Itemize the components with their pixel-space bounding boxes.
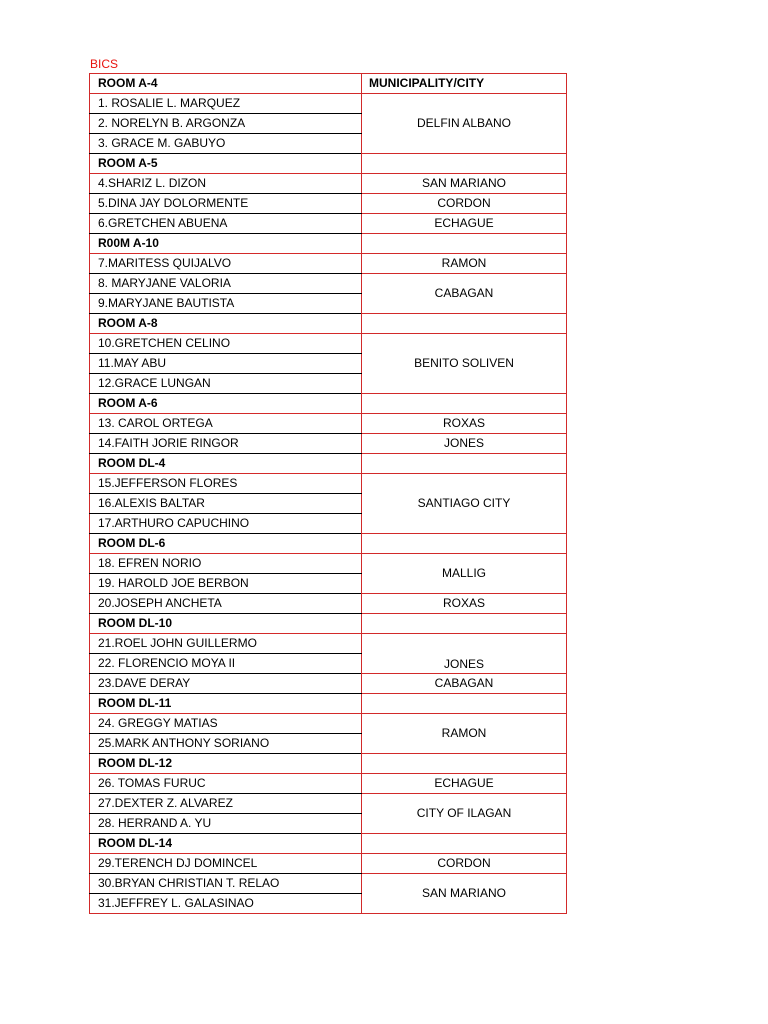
participant-name: 28. HERRAND A. YU bbox=[90, 814, 362, 834]
municipality-cell bbox=[362, 394, 567, 414]
municipality-cell bbox=[362, 694, 567, 714]
room-row bbox=[90, 754, 567, 774]
room-header: ROOM A-4 bbox=[90, 74, 362, 94]
room-label: ROOM A-8 bbox=[90, 314, 362, 334]
room-label: ROOM A-6 bbox=[90, 394, 362, 414]
municipality-cell bbox=[362, 534, 567, 554]
participant-name: 13. CAROL ORTEGA bbox=[90, 414, 362, 434]
municipality-cell bbox=[362, 614, 567, 634]
table-header-row bbox=[90, 74, 567, 94]
municipality-cell: CORDON bbox=[362, 194, 567, 214]
room-row bbox=[90, 234, 567, 254]
room-label: ROOM DL-14 bbox=[90, 834, 362, 854]
participant-name: 19. HAROLD JOE BERBON bbox=[90, 574, 362, 594]
table-row bbox=[90, 194, 567, 214]
room-row bbox=[90, 534, 567, 554]
table-row bbox=[90, 94, 567, 114]
room-label: ROOM DL-6 bbox=[90, 534, 362, 554]
participant-name: 26. TOMAS FURUC bbox=[90, 774, 362, 794]
table-row bbox=[90, 554, 567, 574]
municipality-cell: CABAGAN bbox=[362, 274, 567, 314]
table-row bbox=[90, 674, 567, 694]
municipality-cell bbox=[362, 314, 567, 334]
municipality-cell: CITY OF ILAGAN bbox=[362, 794, 567, 834]
participant-name: 29.TERENCH DJ DOMINCEL bbox=[90, 854, 362, 874]
participant-name: 10.GRETCHEN CELINO bbox=[90, 334, 362, 354]
table-row bbox=[90, 174, 567, 194]
table-row bbox=[90, 634, 567, 654]
municipality-cell: SAN MARIANO bbox=[362, 174, 567, 194]
participant-name: 27.DEXTER Z. ALVAREZ bbox=[90, 794, 362, 814]
room-row bbox=[90, 454, 567, 474]
municipality-cell: MALLIG bbox=[362, 554, 567, 594]
room-row bbox=[90, 834, 567, 854]
table-row bbox=[90, 774, 567, 794]
municipality-cell: ROXAS bbox=[362, 594, 567, 614]
participant-name: 17.ARTHURO CAPUCHINO bbox=[90, 514, 362, 534]
participant-name: 31.JEFFREY L. GALASINAO bbox=[90, 894, 362, 914]
municipality-cell: JONES bbox=[362, 434, 567, 454]
municipality-cell: DELFIN ALBANO bbox=[362, 94, 567, 154]
municipality-cell: SAN MARIANO bbox=[362, 874, 567, 914]
municipality-cell: ROXAS bbox=[362, 414, 567, 434]
municipality-cell: SANTIAGO CITY bbox=[362, 474, 567, 534]
room-row bbox=[90, 314, 567, 334]
participant-name: 25.MARK ANTHONY SORIANO bbox=[90, 734, 362, 754]
municipality-cell: BENITO SOLIVEN bbox=[362, 334, 567, 394]
municipality-cell bbox=[362, 154, 567, 174]
municipality-header: MUNICIPALITY/CITY bbox=[362, 74, 567, 94]
municipality-cell: RAMON bbox=[362, 254, 567, 274]
participant-name: 20.JOSEPH ANCHETA bbox=[90, 594, 362, 614]
municipality-cell: JONES bbox=[362, 634, 567, 674]
table-row bbox=[90, 414, 567, 434]
participant-name: 30.BRYAN CHRISTIAN T. RELAO bbox=[90, 874, 362, 894]
table-row bbox=[90, 434, 567, 454]
table-row bbox=[90, 274, 567, 294]
table-row bbox=[90, 854, 567, 874]
municipality-cell bbox=[362, 834, 567, 854]
room-label: ROOM DL-12 bbox=[90, 754, 362, 774]
participant-name: 2. NORELYN B. ARGONZA bbox=[90, 114, 362, 134]
participant-name: 22. FLORENCIO MOYA II bbox=[90, 654, 362, 674]
participant-name: 24. GREGGY MATIAS bbox=[90, 714, 362, 734]
room-row bbox=[90, 694, 567, 714]
participant-name: 12.GRACE LUNGAN bbox=[90, 374, 362, 394]
participant-name: 4.SHARIZ L. DIZON bbox=[90, 174, 362, 194]
municipality-cell: RAMON bbox=[362, 714, 567, 754]
participant-name: 21.ROEL JOHN GUILLERMO bbox=[90, 634, 362, 654]
participant-name: 5.DINA JAY DOLORMENTE bbox=[90, 194, 362, 214]
room-label: ROOM DL-10 bbox=[90, 614, 362, 634]
room-label: ROOM A-5 bbox=[90, 154, 362, 174]
municipality-cell: CORDON bbox=[362, 854, 567, 874]
participant-name: 15.JEFFERSON FLORES bbox=[90, 474, 362, 494]
room-label: ROOM DL-11 bbox=[90, 694, 362, 714]
table-row bbox=[90, 714, 567, 734]
participant-name: 23.DAVE DERAY bbox=[90, 674, 362, 694]
participant-name: 6.GRETCHEN ABUENA bbox=[90, 214, 362, 234]
table-row bbox=[90, 214, 567, 234]
participant-name: 16.ALEXIS BALTAR bbox=[90, 494, 362, 514]
municipality-cell bbox=[362, 754, 567, 774]
room-assignment-table bbox=[89, 73, 567, 914]
table-row bbox=[90, 794, 567, 814]
room-label: R00M A-10 bbox=[90, 234, 362, 254]
participant-name: 18. EFREN NORIO bbox=[90, 554, 362, 574]
municipality-cell bbox=[362, 454, 567, 474]
table-row bbox=[90, 874, 567, 894]
room-row bbox=[90, 154, 567, 174]
participant-name: 9.MARYJANE BAUTISTA bbox=[90, 294, 362, 314]
participant-name: 8. MARYJANE VALORIA bbox=[90, 274, 362, 294]
table-row bbox=[90, 254, 567, 274]
room-row bbox=[90, 394, 567, 414]
document-title: BICS bbox=[90, 57, 119, 71]
participant-name: 7.MARITESS QUIJALVO bbox=[90, 254, 362, 274]
participant-name: 14.FAITH JORIE RINGOR bbox=[90, 434, 362, 454]
room-label: ROOM DL-4 bbox=[90, 454, 362, 474]
participant-name: 11.MAY ABU bbox=[90, 354, 362, 374]
participant-name: 1. ROSALIE L. MARQUEZ bbox=[90, 94, 362, 114]
municipality-cell: ECHAGUE bbox=[362, 774, 567, 794]
table-row bbox=[90, 334, 567, 354]
municipality-cell: CABAGAN bbox=[362, 674, 567, 694]
table-row bbox=[90, 474, 567, 494]
room-row bbox=[90, 614, 567, 634]
municipality-cell: ECHAGUE bbox=[362, 214, 567, 234]
municipality-cell bbox=[362, 234, 567, 254]
participant-name: 3. GRACE M. GABUYO bbox=[90, 134, 362, 154]
table-row bbox=[90, 594, 567, 614]
